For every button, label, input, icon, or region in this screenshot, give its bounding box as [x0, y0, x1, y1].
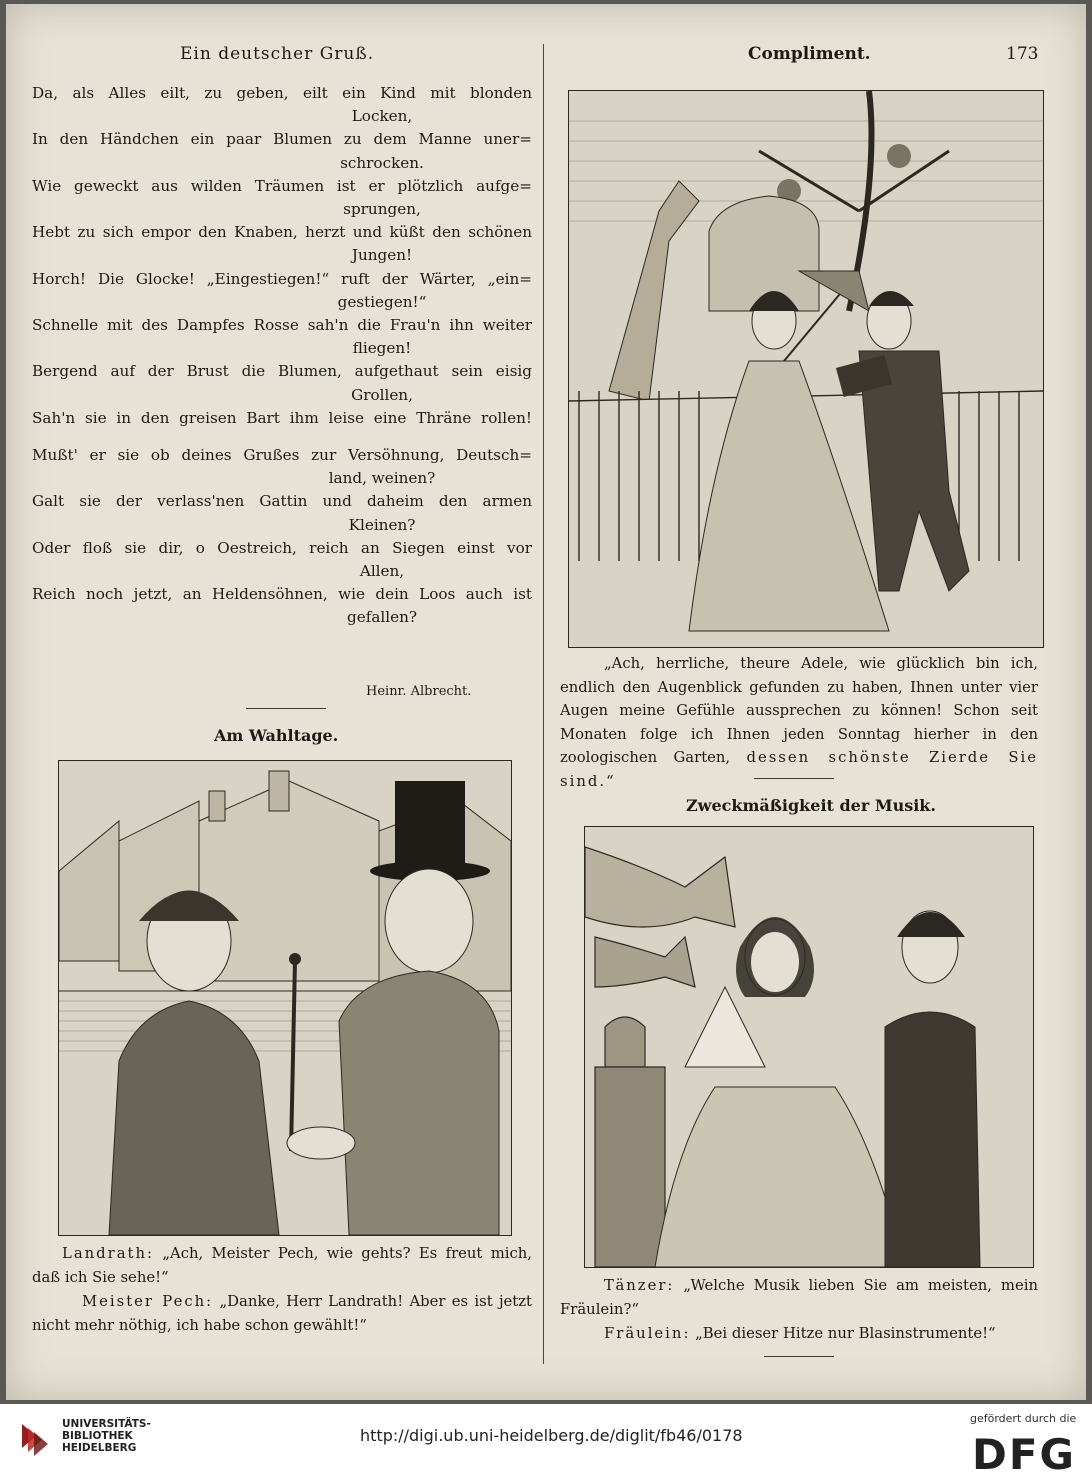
poem-line: Galt sie der verlass'nen Gattin und daheim den armen	[32, 492, 532, 511]
speaker-meister-pech: Meister Pech:	[82, 1293, 214, 1310]
poem-line-continuation: sprungen,	[343, 200, 421, 219]
poem-line: Reich noch jetzt, an Heldensöhnen, wie dein Loos auch ist	[32, 585, 532, 604]
speaker-fraeulein: Fräulein:	[604, 1325, 691, 1342]
musik-illustration	[584, 826, 1034, 1268]
separator-rule	[246, 708, 326, 709]
poem-line: Hebt zu sich empor den Knaben, herzt und küßt den schönen	[32, 223, 532, 242]
university-logo-icon	[18, 1418, 54, 1458]
poem-line: In den Händchen ein paar Blumen zu dem Manne uner=	[32, 130, 532, 149]
poem-line-continuation: schrocken.	[340, 153, 424, 172]
caption-text: „Welche Musik lieben Sie am meisten, mein Fräulein?“	[560, 1277, 1038, 1318]
library-name-line: UNIVERSITÄTS-	[62, 1418, 151, 1430]
caption-text: „Bei dieser Hitze nur Blasinstrumente!“	[690, 1325, 996, 1342]
musik-title: Zweckmäßigkeit der Musik.	[686, 796, 936, 815]
poem-line-continuation: land, weinen?	[328, 469, 436, 488]
library-name	[62, 1418, 151, 1454]
musik-caption-2	[560, 1322, 1038, 1346]
speaker-taenzer: Tänzer:	[604, 1277, 675, 1294]
caption-text: „Ach, Meister Pech, wie gehts? Es freut mich, daß ich Sie sehe!“	[32, 1245, 532, 1286]
poem-text	[32, 82, 532, 630]
compliment-text: „Ach, herrliche, theure Adele, wie glücklich bin ich, endlich den Augenblick gefunden zu haben, Ihnen unter vier Augen meine Gefühle aussprechen zu können! Schon seit Monaten folge ich Ihnen jeden Sonntag hierher in den zoologischen Garten,	[560, 655, 1038, 766]
poem-line: Horch! Die Glocke! „Eingestiegen!“ ruft der Wärter, „ein=	[32, 269, 532, 288]
funded-by-label: gefördert durch die	[970, 1412, 1077, 1425]
dfg-logo: DFG	[972, 1430, 1077, 1479]
poem-line-continuation: Locken,	[351, 107, 413, 126]
poem-line-continuation: gestiegen!“	[337, 292, 427, 311]
poem-line-continuation: Jungen!	[351, 246, 413, 265]
compliment-engraving	[569, 91, 1043, 647]
compliment-spaced-text: dessen schönste Zierde Sie sind.“	[560, 749, 1038, 790]
speaker-landrath: Landrath:	[62, 1245, 155, 1262]
footer-bar	[0, 1404, 1092, 1483]
wahltag-caption-2	[32, 1290, 532, 1337]
source-url-link[interactable]: http://digi.ub.uni-heidelberg.de/diglit/fb46/0178	[360, 1426, 743, 1445]
poem-line: Oder floß sie dir, o Oestreich, reich an Siegen einst vor	[32, 538, 532, 557]
compliment-illustration	[568, 90, 1044, 648]
poem-line: Sah'n sie in den greisen Bart ihm leise eine Thräne rollen!	[32, 408, 532, 427]
poem-line-continuation: Kleinen?	[348, 515, 416, 534]
left-column-title: Ein deutscher Gruß.	[180, 44, 375, 64]
stanza-gap	[32, 430, 532, 444]
poem-line: Da, als Alles eilt, zu geben, eilt ein Kind mit blonden	[32, 84, 532, 102]
library-name-line: BIBLIOTHEK	[62, 1430, 133, 1442]
poem-line: Bergend auf der Brust die Blumen, aufgethaut sein eisig	[32, 362, 532, 381]
poem-line-continuation: Grollen,	[351, 385, 413, 404]
poem-signature: Heinr. Albrecht.	[366, 684, 472, 699]
compliment-caption	[560, 652, 1038, 793]
column-divider	[543, 44, 544, 1364]
wahltag-illustration	[58, 760, 512, 1236]
separator-rule	[754, 778, 834, 779]
musik-caption-1	[560, 1274, 1038, 1321]
page-number: 173	[1006, 44, 1039, 64]
poem-line: Wie geweckt aus wilden Träumen ist er plötzlich aufge=	[32, 176, 532, 195]
poem-line-continuation: fliegen!	[352, 339, 412, 358]
poem-line: Mußt' er sie ob deines Grußes zur Versöhnung, Deutsch=	[32, 446, 532, 465]
poem-line-continuation: gefallen?	[346, 608, 417, 627]
separator-rule	[764, 1356, 834, 1357]
wahltag-title: Am Wahltage.	[214, 726, 339, 745]
poem-line-continuation: Allen,	[359, 562, 405, 581]
wahltag-engraving	[59, 761, 511, 1235]
book-page	[6, 4, 1086, 1400]
musik-engraving	[585, 827, 1033, 1267]
caption-text: „Danke, Herr Landrath! Aber es ist jetzt nicht mehr nöthig, ich habe schon gewählt!“	[32, 1293, 532, 1334]
poem-line: Schnelle mit des Dampfes Rosse sah'n die Frau'n ihn weiter	[32, 316, 532, 335]
wahltag-caption-1	[32, 1242, 532, 1289]
library-name-line: HEIDELBERG	[62, 1442, 137, 1454]
right-column-title: Compliment.	[748, 44, 871, 64]
